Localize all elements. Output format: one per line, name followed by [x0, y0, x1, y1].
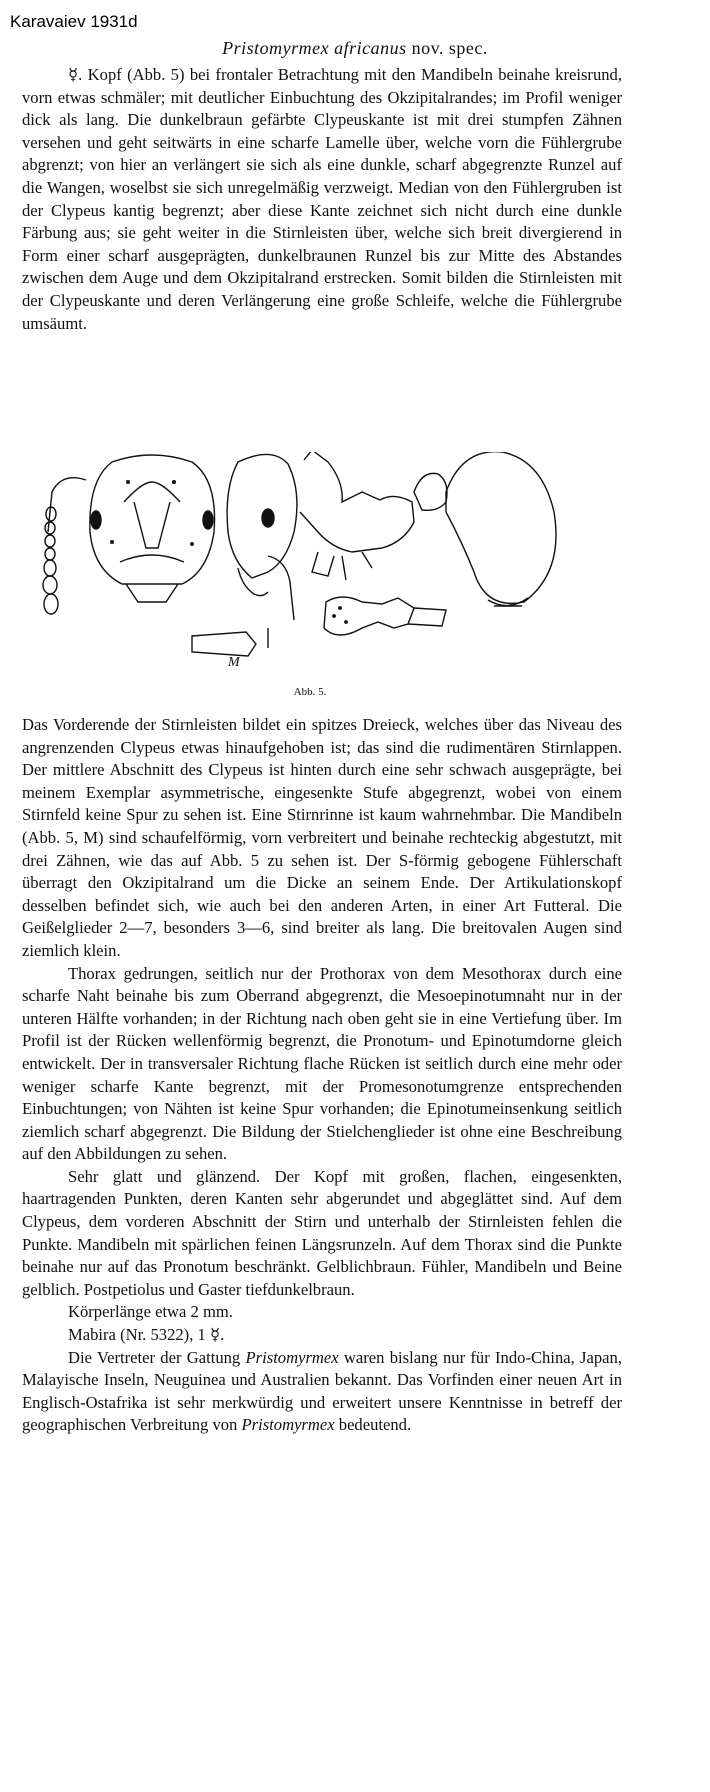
distribution-text-b: waren bislang nur für Indo-China, Japan, Malayische Inseln, Neuguinea und Australien bekannt. Das Vorfinden einer neuen Art in Englisch-Ostafrika ist sehr merkwürdig und erweitert unsere Kenntnisse in betreff der geographischen Verbreitung von [22, 1347, 622, 1435]
page-header: Karavaiev 1931d [10, 12, 138, 31]
paragraph-clypeus: Das Vorderende der Stirnleisten bildet ein spitzes Dreieck, welches über das Niveau des angrenzenden Clypeus etwas hinaufgehoben ist; das sind die rudimentären Stirnlappen. Der mittlere Abschnitt des Clypeus ist hinten durch eine sehr schwach ausgeprägte, bei meinem Exemplar asymmetrische, eingesenkte Stufe abgegrenzt, wobei von einem Stirnfeld keine Spur zu sehen ist. Eine Stirnrinne ist kaum wahrnehmbar. Die Mandibeln (Abb. 5, M) sind schaufelförmig, vorn verbreitert und beinahe rechteckig abgestutzt, mit drei Zähnen, wie das auf Abb. 5 zu sehen ist. Der S-förmig gebogene Fühlerschaft überragt den Okzipitalrand um die Dicke an seinem Ende. Der Artikulationskopf desselben befindet sich, wie auch bei den anderen Arten, in einer Art Futteral. Die Geißelglieder 2—7, besonders 3—6, sind breiter als lang. Die breitovalen Augen sind ziemlich klein. [22, 715, 622, 960]
description-head [22, 64, 622, 335]
ant-illustration [42, 452, 632, 684]
figure-caption: Abb. 5. [293, 686, 327, 698]
mandible-drawing [192, 628, 268, 656]
distribution-text-c: bedeutend. [338, 1415, 412, 1435]
antenna-drawing [43, 478, 86, 614]
paragraph-distribution [22, 1347, 622, 1437]
figure-5 [42, 452, 632, 684]
distribution-text-a: Die Vertreter der Gattung [68, 1347, 241, 1367]
paragraph-head: ☿. Kopf (Abb. 5) bei frontaler Betrachtung mit den Mandibeln beinahe kreisrund, vorn etwas schmäler; mit deutlicher Einbuchtung des Okzipitalrandes; im Profil weniger dick als lang. Die dunkelbraun gefärbte Clypeuskante ist mit drei stumpfen Zähnen versehen und geht seitwärts in eine scharfe Lamelle über, welche vorn die Fühlergrube abgrenzt; von hier an verlängert sie sich als eine dunkle, scharf abgegrenzte Runzel auf die Wangen, woselbst sie sich unregelmäßig verzweigt. Median von den Fühlergruben ist der Clypeus kantig begrenzt; aber diese Kante zeichnet sich nicht durch eine dunkle Färbung aus; sie geht weiter in die Stirnleisten über, welche sich breit divergierend in Form einer scharf ausgeprägten, dunkelbraunen Runzel bis zur Mitte des Abstandes zwischen dem Auge und dem Okzipitalrand erstrecken. Somit bilden die Stirnleisten mit der Clypeuskante und deren Verlängerung eine große Schleife, welche die Fühlergrube umsäumt. [22, 65, 622, 333]
description-body [22, 714, 622, 1437]
species-status: nov. spec. [411, 38, 488, 58]
species-title [0, 38, 710, 59]
petiole-dorsal-drawing [324, 597, 446, 635]
paragraph-thorax: Thorax gedrungen, seitlich nur der Prothorax von dem Mesothorax durch eine scharfe Naht beinahe bis zum Oberrand abgegrenzt, die Mesoepinotumnaht nur in der unteren Hälfte vorhanden; in der Richtung nach oben geht sie in eine Vertiefung über. Im Profil ist der Rücken wellenförmig begrenzt, die Pronotum- und Epinotumdorne gleich entwickelt. Der in transversaler Richtung flache Rücken ist seitlich durch eine mehr oder weniger scharfe Kante begrenzt, mit der Promesonotumgrenze entsprechenden Einbuchtungen; von Nähten ist keine Spur vorhanden; die Epinotumeinsenkung seitlich ziemlich scharf abgegrenzt. Die Bildung der Stielchenglieder ist ohne eine Beschreibung auf den Abbildungen zu sehen. [22, 963, 622, 1164]
species-name: Pristomyrmex africanus [222, 38, 407, 58]
type-locality: Mabira (Nr. 5322), 1 ☿. [68, 1325, 225, 1345]
genus-name: Pristomyrmex [245, 1347, 339, 1367]
mandible-label: M [228, 655, 240, 670]
head-frontal-drawing [90, 455, 215, 602]
paragraph-sculpture: Sehr glatt und glänzend. Der Kopf mit großen, flachen, eingesenkten, haartragenden Punkten, deren Kanten sehr abgerundet und abgeglättet sind. Auf dem Clypeus, dem vorderen Abschnitt der Stirn und unterhalb der Stirnleisten fehlen die Punkte. Mandibeln mit spärlichen feinen Längsrunzeln. Auf dem Thorax sind die Punkte beinahe nur auf das Pronotum beschränkt. Gelblichbraun. Fühler, Mandibeln und Beine gelblich. Postpetiolus und Gaster tiefdunkelbraun. [22, 1166, 622, 1299]
profile-drawing [227, 452, 556, 620]
genus-name-2: Pristomyrmex [241, 1415, 335, 1435]
body-length: Körperlänge etwa 2 mm. [68, 1302, 233, 1322]
